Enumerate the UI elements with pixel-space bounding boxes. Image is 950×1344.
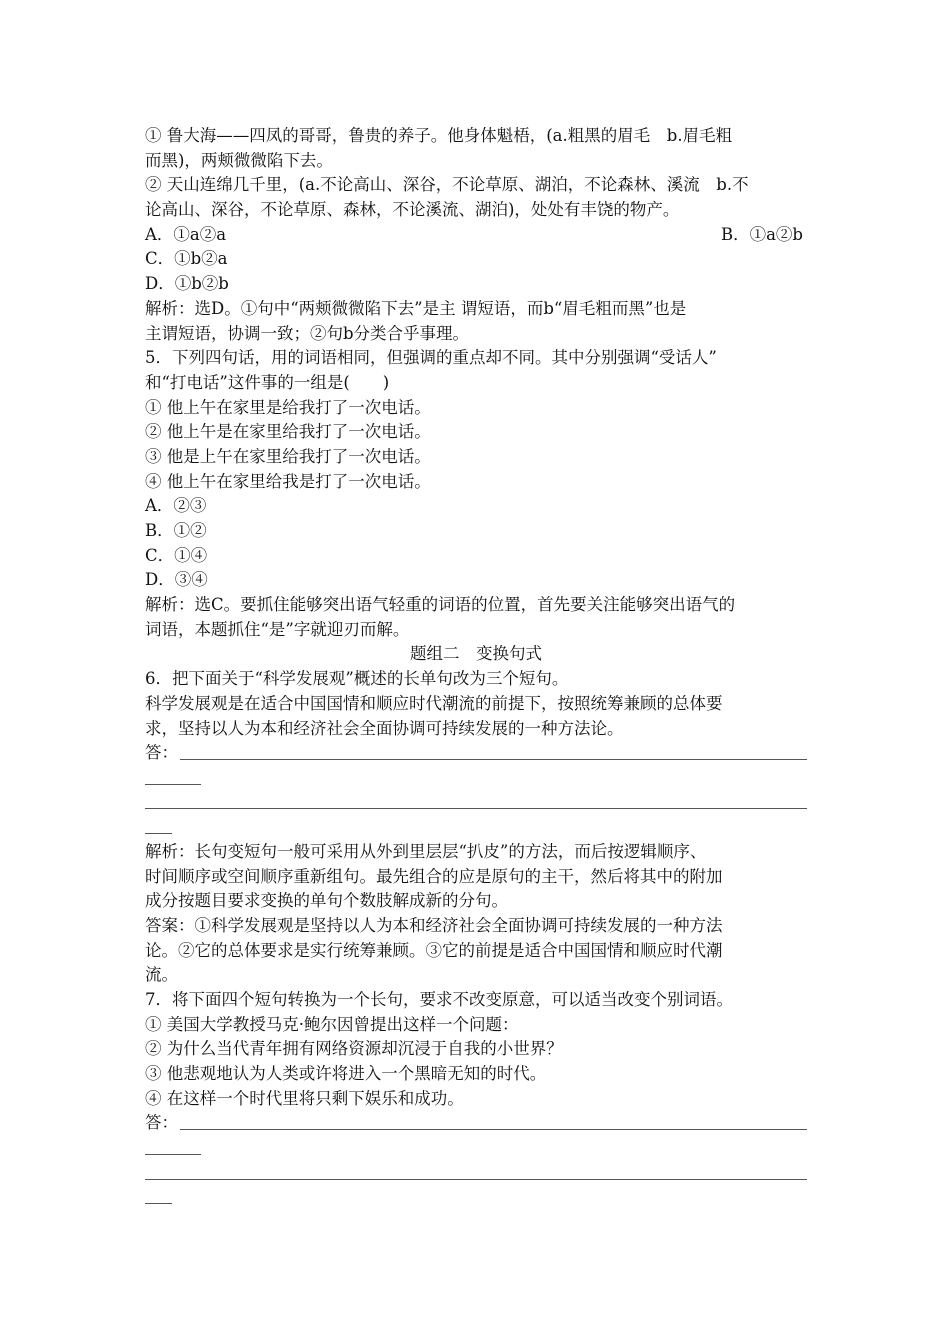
q7-stem: 7．将下面四个短句转换为一个长句，要求不改变原意，可以适当改变个别词语。 xyxy=(145,990,733,1010)
q4-sentence-1-line-2: 而黑)，两颊微微陷下去。 xyxy=(145,150,333,170)
q6-key-line-1: 答案：①科学发展观是坚持以人为本和经济社会全面协调可持续发展的一种方法 xyxy=(145,916,723,935)
q7-answer-line[interactable] xyxy=(145,1112,807,1137)
q5-stem-line-2: 和“打电话”这件事的一组是( ) xyxy=(145,372,390,392)
q6-key-line-2: 论。②它的总体要求是实行统筹兼顾。③它的前提是适合中国国情和顺应时代潮 xyxy=(145,940,723,960)
q4-analysis-line-2: 主谓短语，协调一致；②句b分类合乎事理。 xyxy=(145,323,470,343)
section-title: 题组二 变换句式 xyxy=(410,644,542,664)
q5-option-c: C．①④ xyxy=(145,545,208,565)
q5-stem-line-1: 5．下列四句话，用的词语相同，但强调的重点却不同。其中分别强调“受话人” xyxy=(145,348,717,368)
q6-analysis-line-3: 成分按题目要求变换的单句个数肢解成新的分句。 xyxy=(145,891,508,911)
q7-sentence-1: ① 美国大学教授马克·鲍尔因曾提出这样一个问题： xyxy=(145,1014,519,1034)
q5-analysis-line-1: 解析：选C。要抓住能够突出语气轻重的词语的位置，首先要关注能够突出语气的 xyxy=(145,595,736,615)
q5-option-d: D．③④ xyxy=(145,570,208,590)
q4-sentence-2-line-1: ② 天山连绵几千里，(a.不论高山、深谷，不论草原、湖泊，不论森林、溪流 b.不 xyxy=(145,175,749,195)
q6-answer-line[interactable] xyxy=(145,741,807,766)
q4-options-ab xyxy=(145,223,807,248)
q7-answer-blank xyxy=(180,1129,807,1130)
q6-answer-label: 答： xyxy=(145,743,178,763)
q4-analysis-line-1: 解析：选D。①句中“两颊微微陷下去”是主 谓短语，而b“眉毛粗而黑”也是 xyxy=(145,298,687,318)
q7-sentence-3: ③ 他悲观地认为人类或许将进入一个黑暗无知的时代。 xyxy=(145,1064,547,1084)
q4-option-c: C．①b②a xyxy=(145,249,228,269)
q6-answer-blank-2[interactable] xyxy=(145,791,807,816)
q5-sentence-1: ① 他上午在家里是给我打了一次电话。 xyxy=(145,397,431,417)
q6-answer-blank xyxy=(180,759,807,760)
document-page xyxy=(145,124,807,1210)
q7-answer-blank-tail-1 xyxy=(145,1136,807,1161)
q5-option-b: B．①② xyxy=(145,521,207,540)
q6-answer-blank-tail-1 xyxy=(145,766,807,791)
q4-option-a: A．①a②a xyxy=(145,224,227,244)
q6-key-line-3: 流。 xyxy=(145,965,178,985)
q4-sentence-2-line-2: 论高山、深谷，不论草原、森林，不论溪流、湖泊)，处处有丰饶的物产。 xyxy=(145,200,680,220)
q5-option-a: A．②③ xyxy=(145,496,207,516)
q5-analysis-line-2: 词语，本题抓住“是”字就迎刃而解。 xyxy=(145,619,410,639)
q6-stem: 6．把下面关于“科学发展观”概述的长单句改为三个短句。 xyxy=(145,669,569,689)
q6-analysis-line-1: 解析：长句变短句一般可采用从外到里层层“扒皮”的方法，而后按逻辑顺序、 xyxy=(145,841,707,861)
q5-sentence-4: ④ 他上午在家里给我是打了一次电话。 xyxy=(145,471,431,491)
q7-answer-blank-tail-2 xyxy=(145,1186,807,1211)
q6-answer-blank-tail-2 xyxy=(145,815,807,840)
q5-sentence-2: ② 他上午是在家里给我打了一次电话。 xyxy=(145,422,431,442)
q7-answer-blank-2[interactable] xyxy=(145,1161,807,1186)
q7-sentence-4: ④ 在这样一个时代里将只剩下娱乐和成功。 xyxy=(145,1088,464,1108)
q7-answer-label: 答： xyxy=(145,1113,178,1133)
q6-text-line-2: 求，坚持以人为本和经济社会全面协调可持续发展的一种方法论。 xyxy=(145,718,624,738)
q4-sentence-1-line-1: ① 鲁大海——四凤的哥哥，鲁贵的养子。他身体魁梧，(a.粗黑的眉毛 b.眉毛粗 xyxy=(145,126,733,145)
q7-sentence-2: ② 为什么当代青年拥有网络资源却沉浸于自我的小世界？ xyxy=(145,1039,563,1059)
q6-text-line-1: 科学发展观是在适合中国国情和顺应时代潮流的前提下，按照统筹兼顾的总体要 xyxy=(145,693,723,713)
q6-analysis-line-2: 时间顺序或空间顺序重新组句。最先组合的应是原句的主干，然后将其中的附加 xyxy=(145,866,723,886)
q4-option-b: B．①a②b xyxy=(720,224,803,244)
q5-sentence-3: ③ 他是上午在家里给我打了一次电话。 xyxy=(145,446,431,466)
q4-option-d: D．①b②b xyxy=(145,274,229,294)
